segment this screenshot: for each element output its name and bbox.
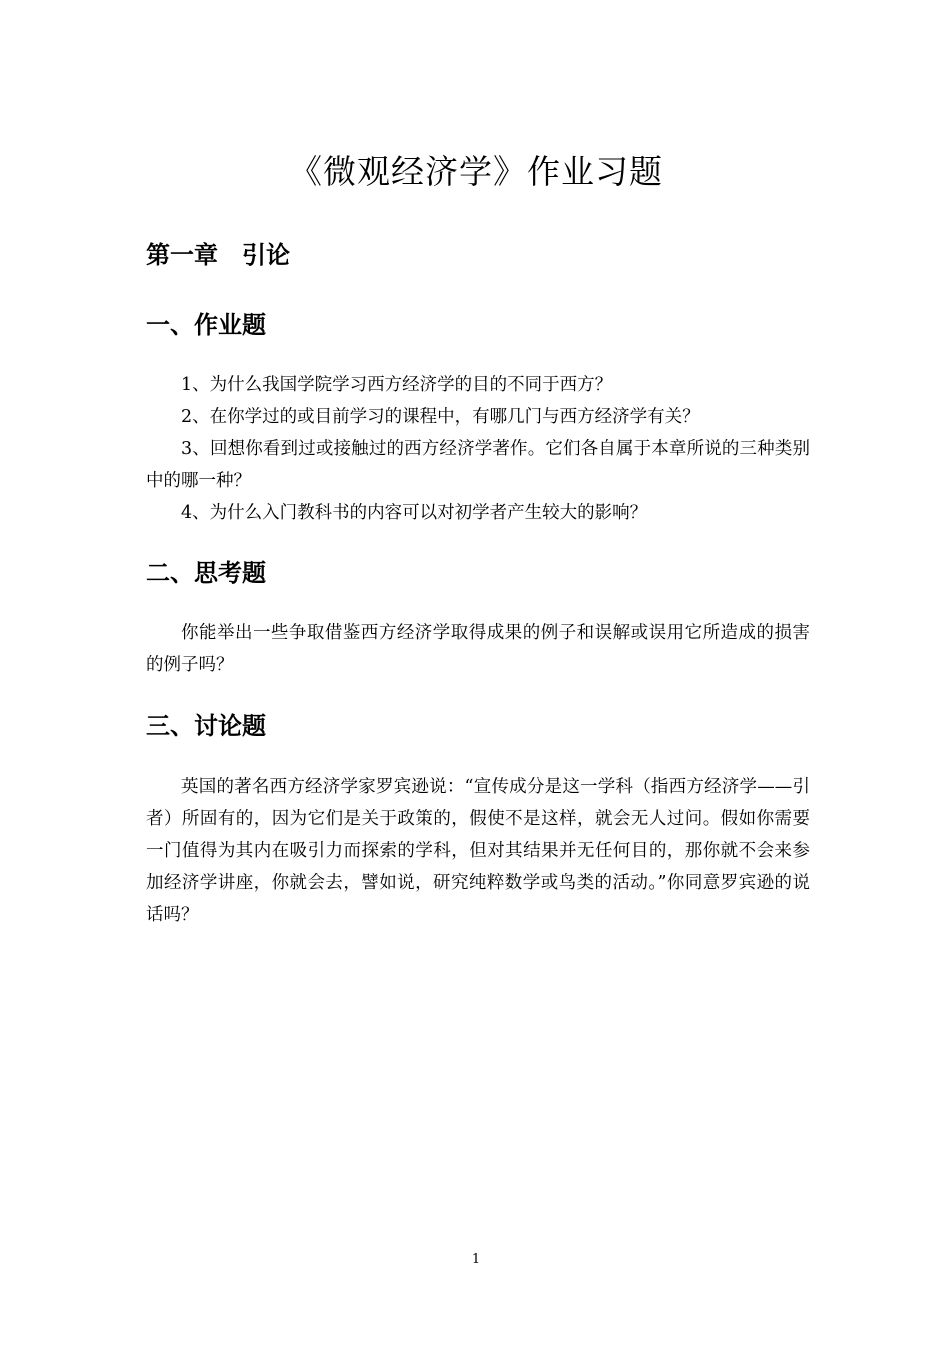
- document-title: 《微观经济学》作业习题: [289, 152, 663, 191]
- thinking-question: [146, 617, 810, 681]
- page-number: 1: [471, 1252, 481, 1267]
- section-heading-discussion: 三、讨论题: [146, 712, 266, 740]
- discussion-question: [146, 771, 810, 931]
- question-item: 英国的著名西方经济学家罗宾逊说：“宣传成分是这一学科（指西方经济学——引者）所固有的，因为它们是关于政策的，假使不是这样，就会无人过问。假如你需要一门值得为其内在吸引力而探索的学科，但对其结果并无任何目的，那你就不会来参加经济学讲座，你就会去，譬如说，研究纯粹数学或鸟类的活动。”你同意罗宾逊的说话吗？: [146, 777, 810, 925]
- question-item: 你能举出一些争取借鉴西方经济学取得成果的例子和误解或误用它所造成的损害的例子吗？: [146, 623, 810, 675]
- question-item: 2、在你学过的或目前学习的课程中，有哪几门与西方经济学有关？: [181, 407, 700, 427]
- question-item: 4、为什么入门教科书的内容可以对初学者产生较大的影响？: [181, 503, 648, 523]
- section-heading-thinking: 二、思考题: [146, 559, 266, 587]
- homework-questions: [146, 369, 810, 529]
- section-heading-homework: 一、作业题: [146, 311, 266, 339]
- chapter-heading: 第一章 引论: [146, 241, 290, 269]
- question-item: 1、为什么我国学院学习西方经济学的目的不同于西方？: [181, 375, 613, 395]
- question-item: 3、回想你看到过或接触过的西方经济学著作。它们各自属于本章所说的三种类别中的哪一种？: [146, 439, 810, 491]
